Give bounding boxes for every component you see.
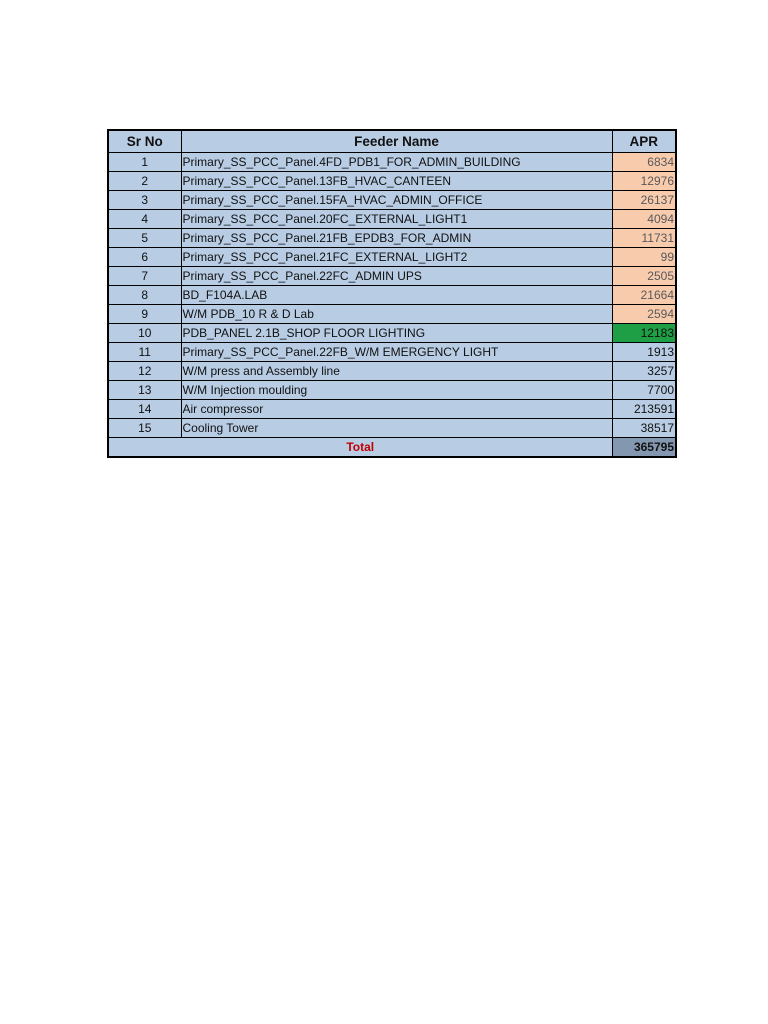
sr-no-cell[interactable]: 12	[108, 362, 181, 381]
sr-no-cell[interactable]: 3	[108, 191, 181, 210]
header-apr[interactable]: APR	[612, 130, 676, 153]
table-row	[108, 305, 676, 324]
sr-no-cell[interactable]: 15	[108, 419, 181, 438]
sr-no-cell[interactable]: 2	[108, 172, 181, 191]
table-row	[108, 400, 676, 419]
apr-value-cell[interactable]: 4094	[612, 210, 676, 229]
total-label[interactable]: Total	[108, 438, 612, 458]
total-value[interactable]: 365795	[612, 438, 676, 458]
apr-value-cell[interactable]: 38517	[612, 419, 676, 438]
table-row	[108, 210, 676, 229]
feeder-name-cell[interactable]: BD_F104A.LAB	[181, 286, 612, 305]
apr-value-cell[interactable]: 2594	[612, 305, 676, 324]
apr-value-cell[interactable]: 3257	[612, 362, 676, 381]
feeder-name-cell[interactable]: W/M Injection moulding	[181, 381, 612, 400]
feeder-table	[107, 129, 677, 458]
sr-no-cell[interactable]: 5	[108, 229, 181, 248]
apr-value-cell[interactable]: 7700	[612, 381, 676, 400]
table-row	[108, 381, 676, 400]
sr-no-cell[interactable]: 10	[108, 324, 181, 343]
header-sr-no[interactable]: Sr No	[108, 130, 181, 153]
table-row	[108, 343, 676, 362]
apr-value-cell[interactable]: 12976	[612, 172, 676, 191]
feeder-name-cell[interactable]: Primary_SS_PCC_Panel.21FC_EXTERNAL_LIGHT2	[181, 248, 612, 267]
table-row	[108, 362, 676, 381]
table-row	[108, 191, 676, 210]
feeder-name-cell[interactable]: W/M press and Assembly line	[181, 362, 612, 381]
apr-value-cell[interactable]: 11731	[612, 229, 676, 248]
table-row	[108, 172, 676, 191]
apr-value-cell[interactable]: 2505	[612, 267, 676, 286]
apr-value-cell[interactable]: 26137	[612, 191, 676, 210]
apr-value-cell[interactable]: 213591	[612, 400, 676, 419]
feeder-name-cell[interactable]: Air compressor	[181, 400, 612, 419]
feeder-name-cell[interactable]: Primary_SS_PCC_Panel.15FA_HVAC_ADMIN_OFFICE	[181, 191, 612, 210]
sr-no-cell[interactable]: 6	[108, 248, 181, 267]
apr-value-cell[interactable]: 12183	[612, 324, 676, 343]
feeder-name-cell[interactable]: Primary_SS_PCC_Panel.20FC_EXTERNAL_LIGHT1	[181, 210, 612, 229]
sr-no-cell[interactable]: 13	[108, 381, 181, 400]
feeder-name-cell[interactable]: Primary_SS_PCC_Panel.13FB_HVAC_CANTEEN	[181, 172, 612, 191]
table-row	[108, 153, 676, 172]
feeder-name-cell[interactable]: Primary_SS_PCC_Panel.4FD_PDB1_FOR_ADMIN_BUILDING	[181, 153, 612, 172]
table-row	[108, 286, 676, 305]
header-row	[108, 130, 676, 153]
feeder-name-cell[interactable]: W/M PDB_10 R & D Lab	[181, 305, 612, 324]
feeder-name-cell[interactable]: Cooling Tower	[181, 419, 612, 438]
sr-no-cell[interactable]: 1	[108, 153, 181, 172]
spreadsheet-page	[107, 129, 675, 458]
sr-no-cell[interactable]: 7	[108, 267, 181, 286]
sr-no-cell[interactable]: 9	[108, 305, 181, 324]
feeder-name-cell[interactable]: PDB_PANEL 2.1B_SHOP FLOOR LIGHTING	[181, 324, 612, 343]
sr-no-cell[interactable]: 14	[108, 400, 181, 419]
feeder-name-cell[interactable]: Primary_SS_PCC_Panel.21FB_EPDB3_FOR_ADMIN	[181, 229, 612, 248]
feeder-name-cell[interactable]: Primary_SS_PCC_Panel.22FC_ADMIN UPS	[181, 267, 612, 286]
apr-value-cell[interactable]: 1913	[612, 343, 676, 362]
total-row	[108, 438, 676, 458]
apr-value-cell[interactable]: 99	[612, 248, 676, 267]
apr-value-cell[interactable]: 21664	[612, 286, 676, 305]
table-row	[108, 229, 676, 248]
sr-no-cell[interactable]: 11	[108, 343, 181, 362]
feeder-name-cell[interactable]: Primary_SS_PCC_Panel.22FB_W/M EMERGENCY LIGHT	[181, 343, 612, 362]
table-row	[108, 324, 676, 343]
table-row	[108, 248, 676, 267]
sr-no-cell[interactable]: 4	[108, 210, 181, 229]
header-feeder-name[interactable]: Feeder Name	[181, 130, 612, 153]
sr-no-cell[interactable]: 8	[108, 286, 181, 305]
table-row	[108, 267, 676, 286]
table-row	[108, 419, 676, 438]
apr-value-cell[interactable]: 6834	[612, 153, 676, 172]
